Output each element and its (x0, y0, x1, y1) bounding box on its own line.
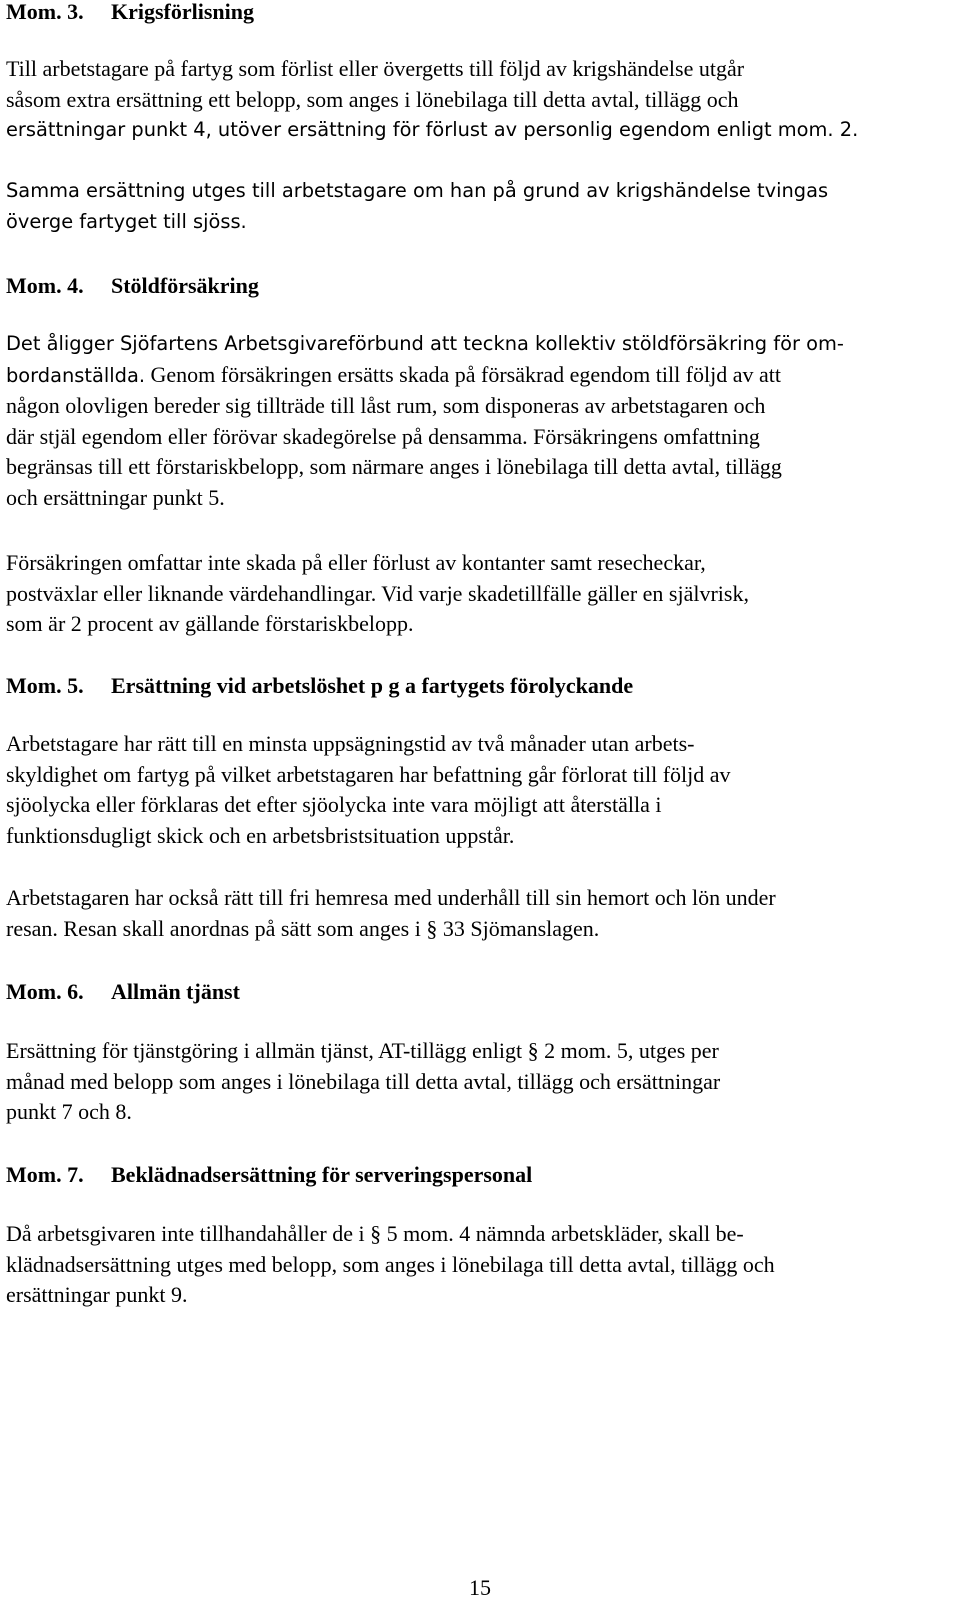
paragraph-mom-7-1 (6, 1219, 950, 1311)
section-heading-mom-4 (6, 274, 950, 298)
text-line: Försäkringen omfattar inte skada på eller förlust av kontanter samt resecheckar, (6, 550, 706, 575)
section-title: Ersättning vid arbetslöshet p g a fartygets förolyckande (111, 673, 634, 698)
text-line: där stjäl egendom eller förövar skadegörelse på densamma. Försäkringens omfattning (6, 423, 760, 449)
section-heading-mom-5 (6, 674, 950, 698)
paragraph-mom-6-1 (6, 1036, 950, 1128)
section-number: Mom. 5. (6, 673, 84, 698)
text-line: sjöolycka eller förklaras det efter sjöolycka inte vara möjligt att återställa i (6, 792, 662, 817)
section-title: Allmän tjänst (111, 979, 240, 1004)
text-line: klädnadsersättning utges med belopp, som anges i lönebilaga till detta avtal, tillägg och (6, 1251, 775, 1277)
text-line: Samma ersättning utges till arbetstagare om han på grund av krigshändelse tvingas (6, 179, 829, 202)
section-number: Mom. 6. (6, 979, 84, 1004)
text-line: och ersättningar punkt 5. (6, 484, 225, 510)
text-line: Ersättning för tjänstgöring i allmän tjänst, AT-tillägg enligt § 2 mom. 5, utges per (6, 1038, 719, 1063)
section-title: Krigsförlisning (111, 0, 255, 24)
paragraph-mom-5-2 (6, 883, 950, 944)
text-line: postväxlar eller liknande värdehandlingar. Vid varje skadetillfälle gäller en självrisk, (6, 580, 749, 606)
text-line: månad med belopp som anges i lönebilaga till detta avtal, tillägg och ersättningar (6, 1068, 721, 1094)
page-number: 15 (469, 1575, 491, 1600)
paragraph-mom-3-2 (6, 176, 950, 237)
text-line: ersättningar punkt 4, utöver ersättning för förlust av personlig egendom enligt mom. 2. (6, 118, 859, 141)
text-line: som är 2 procent av gällande förstariskbelopp. (6, 611, 414, 636)
text-line (6, 360, 950, 392)
paragraph-mom-5-1 (6, 729, 950, 851)
section-title: Beklädnadsersättning för serveringspersonal (111, 1162, 533, 1187)
text-line: såsom extra ersättning ett belopp, som anges i lönebilaga till detta avtal, tillägg och (6, 86, 739, 112)
section-heading-mom-3 (6, 0, 950, 24)
section-heading-mom-6 (6, 980, 950, 1004)
section-heading-mom-7 (6, 1163, 950, 1187)
section-number: Mom. 4. (6, 273, 84, 298)
text-line: funktionsdugligt skick och en arbetsbristsituation uppstår. (6, 822, 515, 848)
paragraph-mom-4-2 (6, 548, 950, 640)
text-line: skyldighet om fartyg på vilket arbetstagaren har befattning går förlorat till följd av (6, 761, 731, 787)
paragraph-mom-3-1 (6, 54, 950, 146)
text-fragment: bordanställda. (6, 363, 146, 387)
section-number: Mom. 3. (6, 0, 84, 24)
text-line: Arbetstagaren har också rätt till fri hemresa med underhåll till sin hemort och lön under (6, 885, 776, 910)
paragraph-mom-4-1 (6, 329, 950, 513)
section-number: Mom. 7. (6, 1162, 84, 1187)
text-line: Det åligger Sjöfartens Arbetsgivareförbund att teckna kollektiv stöldförsäkring för om- (6, 332, 844, 355)
text-line: resan. Resan skall anordnas på sätt som anges i § 33 Sjömanslagen. (6, 915, 600, 941)
text-line: Arbetstagare har rätt till en minsta uppsägningstid av två månader utan arbets- (6, 731, 695, 756)
text-line: Till arbetstagare på fartyg som förlist eller övergetts till följd av krigshändelse utgår (6, 56, 745, 81)
text-line: begränsas till ett förstariskbelopp, som närmare anges i lönebilaga till detta avtal, tillägg (6, 454, 782, 479)
text-line: punkt 7 och 8. (6, 1099, 132, 1124)
text-line: Då arbetsgivaren inte tillhandahåller de i § 5 mom. 4 nämnda arbetskläder, skall be- (6, 1221, 744, 1246)
text-line: ersättningar punkt 9. (6, 1282, 188, 1307)
text-line: någon olovligen bereder sig tillträde till låst rum, som disponeras av arbetstagaren och (6, 393, 766, 418)
section-title: Stöldförsäkring (111, 273, 259, 298)
text-line: överge fartyget till sjöss. (6, 209, 247, 233)
text-fragment: Genom försäkringen ersätts skada på försäkrad egendom till följd av att (145, 361, 781, 387)
